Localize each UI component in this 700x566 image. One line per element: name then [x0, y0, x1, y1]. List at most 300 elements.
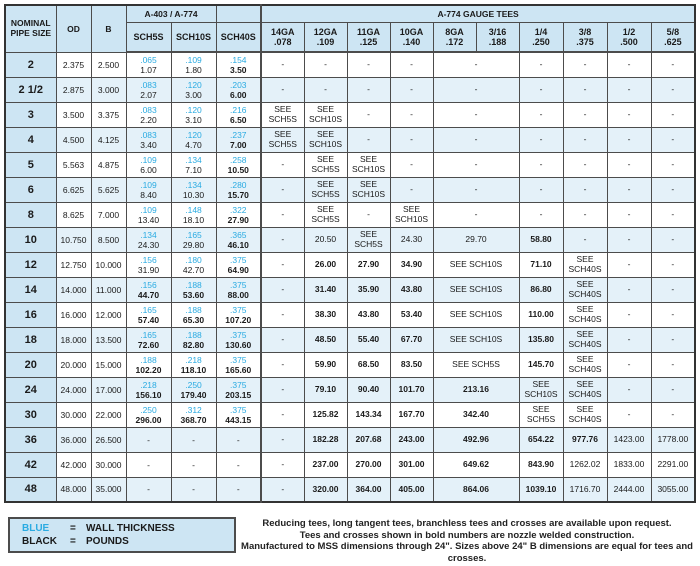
gauge-cell: -	[607, 277, 651, 302]
gauge-cell: -	[304, 77, 347, 102]
sch-cell	[171, 377, 216, 402]
gauge-cell: 24.30	[390, 227, 433, 252]
b-cell: 30.000	[91, 452, 126, 477]
wall-thickness-value: .218	[185, 354, 202, 365]
table-row	[5, 102, 695, 127]
gauge-cell: SEE SCH10S	[347, 177, 390, 202]
wall-thickness-value: .237	[229, 129, 247, 140]
od-cell: 8.625	[56, 202, 91, 227]
header-col-gauge-8ga	[433, 22, 476, 52]
od-cell: 36.000	[56, 427, 91, 452]
header-group-gauge-tees: A-774 GAUGE TEES	[261, 5, 695, 22]
od-cell: 48.000	[56, 477, 91, 502]
pounds-value: 156.10	[135, 389, 162, 400]
header-group-empty	[216, 5, 261, 22]
gauge-cell: 301.00	[390, 452, 433, 477]
gauge-cell: -	[304, 52, 347, 77]
pounds-value: 57.40	[137, 314, 160, 325]
sch-cell	[216, 177, 261, 202]
b-cell: 4.875	[91, 152, 126, 177]
gauge-cell: -	[433, 152, 519, 177]
wall-thickness-value: .134	[185, 179, 202, 190]
wall-thickness-value: .109	[185, 54, 202, 65]
legend-equals: =	[70, 523, 76, 534]
wall-thickness-value: .216	[229, 104, 247, 115]
legend-value-wall-thickness: WALL THICKNESS	[86, 523, 175, 534]
pounds-value: 165.60	[225, 364, 252, 375]
sch-cell: -	[126, 452, 171, 477]
gauge-cell: 2444.00	[607, 477, 651, 502]
sch-cell	[216, 377, 261, 402]
sch-cell	[216, 352, 261, 377]
od-cell: 42.000	[56, 452, 91, 477]
gauge-cell: -	[563, 102, 607, 127]
gauge-cell: -	[563, 177, 607, 202]
gauge-cell: -	[607, 52, 651, 77]
b-cell: 10.000	[91, 252, 126, 277]
gauge-cell: 243.00	[390, 427, 433, 452]
gauge-cell: -	[519, 102, 563, 127]
od-cell: 6.625	[56, 177, 91, 202]
gauge-cell: 145.70	[519, 352, 563, 377]
sch-cell	[216, 202, 261, 227]
pounds-value: 8.40	[140, 189, 157, 200]
gauge-col-thickness: .140	[402, 36, 421, 47]
legend-row-black	[22, 535, 234, 548]
gauge-cell: 182.28	[304, 427, 347, 452]
sch-cell: -	[126, 427, 171, 452]
gauge-cell: -	[261, 202, 304, 227]
gauge-cell: 68.50	[347, 352, 390, 377]
gauge-cell: SEE SCH5S	[261, 127, 304, 152]
wall-thickness-value: .165	[140, 304, 157, 315]
header-b: B	[91, 5, 126, 52]
wall-thickness-value: .134	[185, 154, 202, 165]
sch-cell: -	[216, 427, 261, 452]
size-cell: 12	[5, 252, 56, 277]
gauge-col-thickness: .500	[620, 36, 638, 47]
sch-cell	[126, 252, 171, 277]
gauge-cell: -	[651, 127, 695, 152]
footnote-line: Tees and crosses shown in bold numbers are nozzle welded construction.	[299, 529, 635, 541]
wall-thickness-value: .375	[229, 254, 247, 265]
header-od: OD	[56, 5, 91, 52]
pounds-value: 3.00	[185, 89, 202, 100]
gauge-cell: -	[607, 177, 651, 202]
table-row	[5, 327, 695, 352]
legend-equals: =	[70, 536, 76, 547]
pounds-value: 2.20	[140, 114, 157, 125]
gauge-cell: -	[607, 77, 651, 102]
sch-cell	[171, 77, 216, 102]
size-cell: 8	[5, 202, 56, 227]
gauge-col-thickness: .172	[445, 36, 464, 47]
gauge-cell: SEE SCH5S	[304, 177, 347, 202]
pounds-value: 65.30	[182, 314, 205, 325]
sch-cell	[126, 277, 171, 302]
gauge-cell: -	[519, 52, 563, 77]
pounds-value: 102.20	[135, 364, 162, 375]
gauge-cell: 405.00	[390, 477, 433, 502]
sch-cell	[171, 302, 216, 327]
od-cell: 5.563	[56, 152, 91, 177]
gauge-cell: -	[651, 252, 695, 277]
wall-thickness-value: .109	[140, 154, 157, 165]
gauge-cell: -	[347, 77, 390, 102]
gauge-cell: -	[390, 127, 433, 152]
gauge-cell: 1262.02	[563, 452, 607, 477]
sch-cell	[126, 377, 171, 402]
sch-cell	[216, 327, 261, 352]
gauge-cell: 143.34	[347, 402, 390, 427]
gauge-cell: 167.70	[390, 402, 433, 427]
gauge-cell: 270.00	[347, 452, 390, 477]
gauge-cell: -	[390, 77, 433, 102]
sch-cell	[126, 52, 171, 77]
gauge-cell: SEE SCH40S	[563, 377, 607, 402]
table-row	[5, 252, 695, 277]
gauge-cell: -	[261, 277, 304, 302]
wall-thickness-value: .188	[185, 279, 202, 290]
pounds-value: 2.07	[140, 89, 157, 100]
gauge-cell: SEE SCH10S	[433, 277, 519, 302]
gauge-cell: 29.70	[433, 227, 519, 252]
gauge-cell: -	[433, 52, 519, 77]
wall-thickness-value: .109	[140, 179, 157, 190]
gauge-cell: 1039.10	[519, 477, 563, 502]
gauge-cell: 35.90	[347, 277, 390, 302]
gauge-cell: -	[607, 102, 651, 127]
gauge-cell: 1423.00	[607, 427, 651, 452]
gauge-cell: 654.22	[519, 427, 563, 452]
gauge-cell: -	[519, 177, 563, 202]
size-cell: 14	[5, 277, 56, 302]
sch-cell: -	[216, 477, 261, 502]
pounds-value: 88.00	[227, 289, 249, 300]
gauge-cell: SEE SCH5S	[261, 102, 304, 127]
gauge-cell: 20.50	[304, 227, 347, 252]
od-cell: 2.875	[56, 77, 91, 102]
gauge-cell: SEE SCH10S	[433, 252, 519, 277]
sch-cell	[171, 277, 216, 302]
pounds-value: 44.70	[137, 289, 160, 300]
legend-key-blue: BLUE	[22, 523, 50, 534]
gauge-cell: -	[607, 402, 651, 427]
sch-cell	[126, 202, 171, 227]
gauge-cell: -	[347, 202, 390, 227]
b-cell: 5.625	[91, 177, 126, 202]
od-cell: 2.375	[56, 52, 91, 77]
footnotes	[238, 518, 696, 564]
sch-cell: -	[171, 452, 216, 477]
pounds-value: 10.50	[227, 164, 249, 175]
gauge-cell: -	[261, 302, 304, 327]
gauge-col-thickness: .109	[316, 36, 335, 47]
pounds-value: 18.10	[182, 214, 205, 225]
gauge-cell: -	[651, 327, 695, 352]
header-col-sch5s: SCH5S	[126, 22, 171, 52]
sch-cell	[171, 402, 216, 427]
gauge-cell: -	[261, 152, 304, 177]
sch-cell	[126, 152, 171, 177]
sch-cell	[126, 77, 171, 102]
header-col-gauge-1-4	[519, 22, 563, 52]
size-cell: 5	[5, 152, 56, 177]
gauge-cell: SEE SCH10S	[304, 102, 347, 127]
sch-cell: -	[171, 477, 216, 502]
sch-cell	[171, 177, 216, 202]
wall-thickness-value: .120	[185, 79, 202, 90]
gauge-col-thickness: .078	[274, 36, 292, 47]
sch-cell	[216, 152, 261, 177]
gauge-cell: -	[261, 327, 304, 352]
size-cell: 42	[5, 452, 56, 477]
gauge-cell: 86.80	[519, 277, 563, 302]
sch-cell	[216, 102, 261, 127]
gauge-cell: SEE SCH5S	[433, 352, 519, 377]
pounds-value: 72.60	[137, 339, 160, 350]
gauge-cell: SEE SCH40S	[563, 327, 607, 352]
table-row	[5, 452, 695, 477]
sch-cell	[171, 252, 216, 277]
gauge-col-name: 5/8	[666, 26, 680, 37]
pounds-value: 443.15	[225, 414, 252, 425]
wall-thickness-value: .375	[229, 379, 247, 390]
gauge-col-name: 1/2	[622, 26, 636, 37]
pounds-value: 53.60	[182, 289, 205, 300]
sch-cell	[171, 127, 216, 152]
gauge-cell: 48.50	[304, 327, 347, 352]
gauge-cell: -	[651, 302, 695, 327]
gauge-cell: -	[261, 77, 304, 102]
gauge-cell: SEE SCH10S	[347, 152, 390, 177]
wall-thickness-value: .218	[140, 379, 157, 390]
gauge-cell: -	[651, 177, 695, 202]
pounds-value: 6.50	[229, 114, 247, 125]
gauge-cell: 320.00	[304, 477, 347, 502]
size-cell: 6	[5, 177, 56, 202]
wall-thickness-value: .180	[185, 254, 202, 265]
gauge-cell: -	[651, 402, 695, 427]
gauge-cell: 71.10	[519, 252, 563, 277]
wall-thickness-value: .375	[229, 279, 247, 290]
gauge-cell: -	[433, 177, 519, 202]
gauge-cell: -	[563, 52, 607, 77]
gauge-cell: -	[607, 352, 651, 377]
gauge-cell: 237.00	[304, 452, 347, 477]
size-cell: 2	[5, 52, 56, 77]
gauge-cell: 342.40	[433, 402, 519, 427]
od-cell: 20.000	[56, 352, 91, 377]
gauge-cell: 43.80	[347, 302, 390, 327]
table-row	[5, 52, 695, 77]
wall-thickness-value: .375	[229, 304, 247, 315]
sch-cell	[126, 327, 171, 352]
gauge-cell: -	[433, 202, 519, 227]
gauge-cell: -	[390, 177, 433, 202]
table-row	[5, 477, 695, 502]
gauge-col-name: 11GA	[357, 26, 381, 37]
gauge-cell: 90.40	[347, 377, 390, 402]
gauge-cell: -	[607, 227, 651, 252]
gauge-cell: 58.80	[519, 227, 563, 252]
b-cell: 15.000	[91, 352, 126, 377]
gauge-col-thickness: .250	[532, 36, 550, 47]
gauge-cell: SEE SCH40S	[563, 402, 607, 427]
wall-thickness-value: .312	[185, 404, 202, 415]
gauge-col-name: 1/4	[534, 26, 548, 37]
gauge-cell: 59.90	[304, 352, 347, 377]
gauge-cell: -	[261, 477, 304, 502]
wall-thickness-value: .120	[185, 104, 202, 115]
wall-thickness-value: .156	[140, 254, 157, 265]
wall-thickness-value: .065	[140, 54, 157, 65]
gauge-cell: -	[607, 202, 651, 227]
od-cell: 18.000	[56, 327, 91, 352]
size-cell: 24	[5, 377, 56, 402]
gauge-col-name: 8GA	[445, 26, 464, 37]
gauge-cell: 1716.70	[563, 477, 607, 502]
pounds-value: 31.90	[137, 264, 160, 275]
pounds-value: 296.00	[135, 414, 162, 425]
gauge-cell: -	[261, 227, 304, 252]
footnote-line: Reducing tees, long tangent tees, branchless tees and crosses are available upon request.	[262, 518, 672, 529]
sch-cell	[171, 202, 216, 227]
gauge-cell: -	[261, 177, 304, 202]
sch-cell	[216, 402, 261, 427]
gauge-cell: -	[519, 127, 563, 152]
header-col-gauge-3-8	[563, 22, 607, 52]
gauge-col-name: 10GA	[399, 26, 424, 37]
gauge-cell: 125.82	[304, 402, 347, 427]
pounds-value: 3.50	[229, 64, 247, 75]
wall-thickness-value: .120	[185, 129, 202, 140]
gauge-cell: 135.80	[519, 327, 563, 352]
sch-cell	[216, 227, 261, 252]
gauge-cell: -	[563, 202, 607, 227]
gauge-cell: 31.40	[304, 277, 347, 302]
b-cell: 17.000	[91, 377, 126, 402]
gauge-cell: SEE SCH40S	[563, 277, 607, 302]
sch-cell	[216, 302, 261, 327]
table-row	[5, 202, 695, 227]
legend-box	[8, 517, 236, 553]
wall-thickness-value: .083	[140, 79, 157, 90]
b-cell: 3.375	[91, 102, 126, 127]
gauge-cell: -	[261, 52, 304, 77]
gauge-cell: -	[519, 202, 563, 227]
gauge-cell: -	[607, 302, 651, 327]
size-cell: 36	[5, 427, 56, 452]
gauge-cell: -	[347, 52, 390, 77]
gauge-cell: SEE SCH10S	[433, 302, 519, 327]
gauge-cell: 364.00	[347, 477, 390, 502]
gauge-cell: 101.70	[390, 377, 433, 402]
gauge-cell: 53.40	[390, 302, 433, 327]
gauge-cell: -	[563, 227, 607, 252]
b-cell: 3.000	[91, 77, 126, 102]
gauge-cell: -	[390, 52, 433, 77]
pipe-spec-table	[4, 4, 696, 503]
sch-cell	[171, 152, 216, 177]
table-row	[5, 177, 695, 202]
gauge-cell: SEE SCH40S	[563, 352, 607, 377]
gauge-cell: -	[651, 352, 695, 377]
od-cell: 3.500	[56, 102, 91, 127]
gauge-cell: 67.70	[390, 327, 433, 352]
sch-cell	[126, 402, 171, 427]
gauge-cell: 55.40	[347, 327, 390, 352]
gauge-cell: -	[607, 252, 651, 277]
pounds-value: 203.15	[225, 389, 252, 400]
gauge-cell: 43.80	[390, 277, 433, 302]
size-cell: 48	[5, 477, 56, 502]
gauge-cell: -	[651, 377, 695, 402]
size-cell: 4	[5, 127, 56, 152]
pounds-value: 27.90	[227, 214, 249, 225]
gauge-cell: SEE SCH40S	[563, 252, 607, 277]
pounds-value: 82.80	[182, 339, 205, 350]
wall-thickness-value: .188	[185, 329, 202, 340]
od-cell: 10.750	[56, 227, 91, 252]
wall-thickness-value: .156	[140, 279, 157, 290]
gauge-cell: -	[347, 127, 390, 152]
wall-thickness-value: .083	[140, 104, 157, 115]
b-cell: 11.000	[91, 277, 126, 302]
sch-cell	[171, 52, 216, 77]
pounds-value: 42.70	[182, 264, 205, 275]
sch-cell	[126, 127, 171, 152]
gauge-cell: 649.62	[433, 452, 519, 477]
legend-row-blue	[22, 522, 234, 535]
sch-cell	[126, 227, 171, 252]
b-cell: 7.000	[91, 202, 126, 227]
gauge-cell: -	[261, 427, 304, 452]
header-col-gauge-5-8	[651, 22, 695, 52]
pounds-value: 6.00	[229, 89, 247, 100]
wall-thickness-value: .250	[185, 379, 202, 390]
header-nominal-pipe-size: NOMINAL PIPE SIZE	[5, 5, 56, 52]
gauge-cell: -	[433, 102, 519, 127]
sch-cell	[126, 177, 171, 202]
gauge-cell: SEE SCH10S	[519, 377, 563, 402]
gauge-cell: -	[261, 377, 304, 402]
od-cell: 16.000	[56, 302, 91, 327]
b-cell: 4.125	[91, 127, 126, 152]
pounds-value: 3.40	[140, 139, 157, 150]
header-col-gauge-14ga	[261, 22, 304, 52]
pounds-value: 179.40	[180, 389, 207, 400]
wall-thickness-value: .258	[229, 154, 247, 165]
gauge-cell: -	[607, 377, 651, 402]
gauge-cell: -	[519, 152, 563, 177]
pounds-value: 130.60	[225, 339, 252, 350]
gauge-cell: -	[607, 152, 651, 177]
wall-thickness-value: .375	[229, 329, 247, 340]
header-col-gauge-11ga	[347, 22, 390, 52]
gauge-cell: 83.50	[390, 352, 433, 377]
table-row	[5, 127, 695, 152]
pounds-value: 64.90	[227, 264, 249, 275]
pounds-value: 7.10	[185, 164, 202, 175]
gauge-cell: 34.90	[390, 252, 433, 277]
table-row	[5, 227, 695, 252]
gauge-cell: 207.68	[347, 427, 390, 452]
sch-cell	[216, 77, 261, 102]
gauge-cell: SEE SCH10S	[390, 202, 433, 227]
wall-thickness-value: .250	[140, 404, 157, 415]
pounds-value: 118.10	[180, 364, 207, 375]
